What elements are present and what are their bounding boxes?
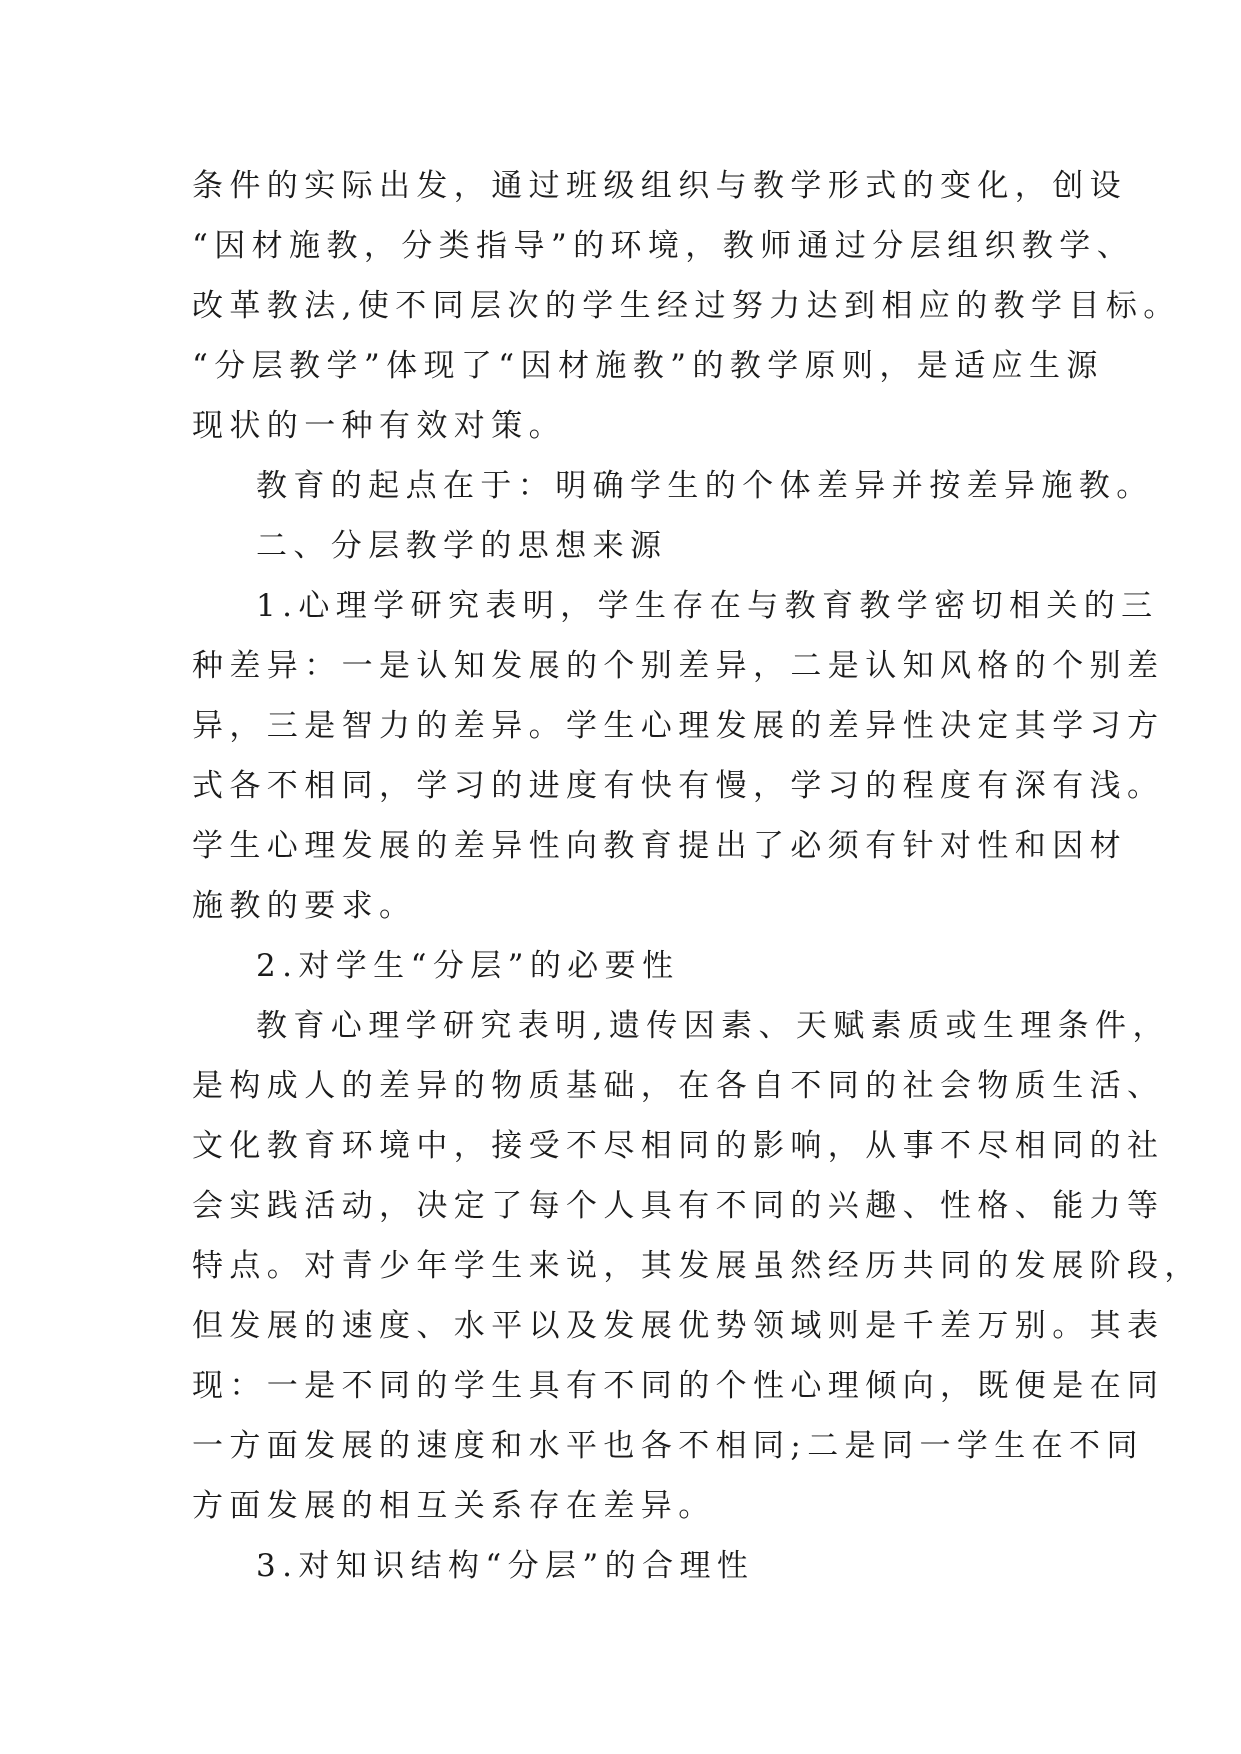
text-line: 种差异：一是认知发展的个别差异，二是认知风格的个别差: [192, 648, 1165, 684]
subsection-heading: 3.对知识结构“分层”的合理性: [256, 1548, 755, 1584]
text-line: “因材施教，分类指导”的环境，教师通过分层组织教学、: [192, 228, 1135, 264]
text-line: 一方面发展的速度和水平也各不相同;二是同一学生在不同: [192, 1428, 1144, 1464]
text-line: 但发展的速度、水平以及发展优势领域则是千差万别。其表: [192, 1308, 1165, 1344]
text-line: 会实践活动，决定了每个人具有不同的兴趣、性格、能力等: [192, 1188, 1165, 1224]
text-line: 方面发展的相互关系存在差异。: [192, 1488, 716, 1524]
text-line: 现：一是不同的学生具有不同的个性心理倾向，既便是在同: [192, 1368, 1165, 1404]
text-line: “分层教学”体现了“因材施教”的教学原则，是适应生源: [192, 348, 1104, 384]
text-line: 1.心理学研究表明，学生存在与教育教学密切相关的三: [256, 588, 1159, 624]
text-line: 现状的一种有效对策。: [192, 408, 566, 444]
subsection-heading: 2.对学生“分层”的必要性: [256, 948, 680, 984]
text-line: 式各不相同，学习的进度有快有慢，学习的程度有深有浅。: [192, 768, 1165, 804]
text-line: 教育的起点在于：明确学生的个体差异并按差异施教。: [256, 468, 1154, 504]
text-line: 异，三是智力的差异。学生心理发展的差异性决定其学习方: [192, 708, 1165, 744]
text-line: 条件的实际出发，通过班级组织与教学形式的变化，创设: [192, 168, 1127, 204]
section-heading: 二、分层教学的思想来源: [256, 528, 668, 564]
text-line: 文化教育环境中，接受不尽相同的影响，从事不尽相同的社: [192, 1128, 1165, 1164]
text-line: 特点。对青少年学生来说，其发展虽然经历共同的发展阶段，: [192, 1248, 1202, 1284]
text-line: 学生心理发展的差异性向教育提出了必须有针对性和因材: [192, 828, 1127, 864]
text-line: 改革教法,使不同层次的学生经过努力达到相应的教学目标。: [192, 288, 1181, 324]
text-line: 是构成人的差异的物质基础，在各自不同的社会物质生活、: [192, 1068, 1165, 1104]
text-line: 教育心理学研究表明,遗传因素、天赋素质或生理条件，: [256, 1008, 1170, 1044]
text-line: 施教的要求。: [192, 888, 417, 924]
